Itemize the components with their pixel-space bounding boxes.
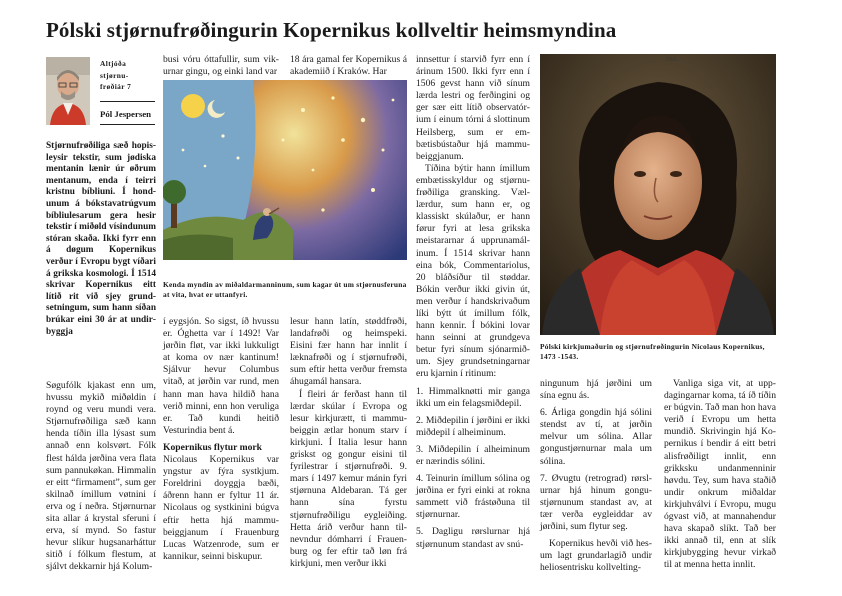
series-line-1: Altjóða — [100, 59, 127, 68]
column-3-top — [290, 54, 407, 79]
intro-text: Stjørnufrøðiliga sæð hopisleysir tekstir, sum jødiska mentanin lænir úr øðrum mentanum, enda í teirri kristnu bíbliuni. Í hondunum á bókstavatrúgvum bíbliulesarum gera hesir tekstir í miðøld vísindunum stóran skaða. Ikki fyrr enn á døgum Kopernikus verður í Evropu bygt víðari á grikska kosmologi. Í 1514 skrivar Kopernikus eitt lítið rit við sjey grundsetningum, sum hann síðan brúkar eini 30 ár at undirbyggja — [46, 141, 156, 337]
column-2-paragraph-2: Nicolaus Kopernikus var yngstur av fýra systkjum. Foreldrini doyggja bæði, áðrenn hann er fyltur 11 ár. Nicolaus og systkinini búgva eftir hetta hjá mammubeiggjanum í Frauenburg Lucas Watzenrode, sum er kannikur, seinni biskupur. — [163, 454, 279, 562]
list-item: 3. Miðdepilin í alheiminum er nærindis sólini. — [416, 443, 530, 467]
series-line-3: frøðiár 7 — [100, 82, 132, 92]
series-rule — [100, 101, 155, 102]
author-name: Pól Jespersen — [100, 109, 152, 119]
column-2 — [163, 316, 279, 563]
portrait-top-caption: ína. — [666, 54, 678, 63]
column-3-top-text: 18 ára gamal fer Kopernikus á akademiið í Kraków. Har — [290, 54, 407, 78]
headline: Pólski stjørnufrøðingurin Kopernikus kollveltir heimsmyndina — [46, 18, 617, 42]
series-line-2: stjørnu- — [100, 70, 129, 80]
copernicus-portrait — [540, 54, 776, 335]
list-item: 2. Miðdepilin í jørðini er ikki miðdepil í alheiminum. — [416, 414, 530, 438]
column-3 — [290, 316, 407, 570]
column-3-paragraph-2: Í fleiri ár ferðast hann til lærdar skúlar í Evropa og lesur kirkjurætt, ti mammubeiggin ætlar honum starv í kirkjuni. Í Italia lesur hann griskst og gongur eisini til fyrilestrar í stjørnufrøði. 9. mars í 1497 kemur mánin fyri stjørnuna Aldebaran. Tá ger hann sína fyrstu stjørnufrøðiligu eygleiðing. Hetta árið verður hann tilnevndur dómharri í Frauenburg og fer eftir tað løn frá kirkjuni, men verður ikki — [290, 388, 407, 569]
author-rule — [100, 124, 155, 125]
column-3-paragraph-1: lesur hann latín, støddfrøði, landafrøði og heimspeki. Eisini fær hann har innlit í læknafrøði og í stjørnufrøði, sum eftir hetta verður fremsta áhugamál hansara. — [290, 316, 407, 388]
series-label — [100, 58, 156, 93]
column-6-paragraph-1: Vanliga siga vit, at uppdagingarnar koma, tá íð tíðin er búgvin. Tað man hon hava verið í Evropu um hetta mundið. Skrivingin hjá Kopernikus í bendir á eitt betri alisfrøðiligt innlit, enn grikksku undanmenninir høvdu. Tey, sum hava staðið undir onkrum miðaldar kirkjuhválvi í Evropu, mugu ógvast við, at mannahendur hava skapað slíkt. Tað ber ikki annað til, enn at slík kirkjubygging hevur virkað til at menna hetta innlit. — [664, 378, 776, 571]
column-1-paragraph: Søgufólk kjakast enn um, hvussu mykið miðøldin í roynd og veru mundi vera. Stjørnufrøðiliga sæð kann henda tíðin illa lýsast sum annað enn kolsvørt. Fólk flest hálda jørðina vera flata sum pannukøkan. Himmalin er eitt “firmament”, sum ger skilnað ímillum vøtnini í erva og í neðra. Stjørnurnar sita allar á krystal sferuni í erva, sí mynd. So fastur hevur slíkur hugsanarháttur sitið í fólkum flestum, at sjálvt dekkarnir hjá Kolum- — [46, 380, 156, 573]
engraving-caption: Kenda myndin av miðaldarmanninum, sum kagar út um stjørnusferuna at vita, hvat er uttanfyri. — [163, 280, 407, 299]
column-4 — [416, 54, 530, 551]
list-item: 1. Himmalknøtti mir ganga ikki um ein felagsmiðdepil. — [416, 385, 530, 409]
portrait-caption: Pólski kirkjumaðurin og stjørnufrøðingurin Nicolaus Kopernikus, 1473 -1543. — [540, 342, 765, 361]
author-photo — [46, 57, 90, 125]
column-5-paragraph-2: Kopernikus hevði við hesum lagt grundarlagið undir heliosentrisku kollvelting- — [540, 538, 652, 574]
flammarion-engraving — [163, 80, 407, 260]
column-2-top-text: busi vóru óttafullir, sum vikurnar gingu, og einki land var — [163, 54, 279, 78]
list-item: 7. Øvugtu (retrograd) rørslurnar hjá hinum gongustjørnunum standast av, at tær verða eygleiddar av jørðini, sum flytur seg. — [540, 472, 652, 533]
list-item: 5. Dagligu rørslurnar hjá stjørnunum standast av snú- — [416, 526, 530, 550]
column-2-top — [163, 54, 279, 79]
column-1 — [46, 380, 156, 574]
column-2-subheading: Kopernikus flytur mork — [163, 441, 262, 453]
column-4-paragraph-1: innsettur í starvið fyrr enn í árinum 1500. Ikki fyrr enn í 1506 gevst hann við sínum lærda lestri og ferðingini og ger sær eitt lítið observatórium í einum tórni á slottinum Heilsberg, sum er embætisbústaður hjá mammubeiggjanum. — [416, 54, 530, 162]
column-6 — [664, 378, 776, 572]
list-item: 4. Teinurin ímillum sólina og jørðina er fyri einki at rokna sammett við frástøðuna til stjørnurnar. — [416, 473, 530, 521]
column-4-paragraph-2: Tíðina býtir hann ímillum embætisskyldur og stjørnufrøðiliga gransking. Vællærdur, sum hann er, og klassiskt skúlaður, er hann førur fyri at lesa grikska meistararnar á upprunamálinum. Í 1514 skrivar hann eina bók, Commentariolus, 20 bláðsíður til støddar. Bókin verður ikki givin út, men verður í handskrivaðum líki býtt út ímillum fólk, hann kennir. Í bókini lovar hann seinni at grundgeva betur fyri sínum sjónarmiðum. Sjey grundsetningarnar eru kjarnin í ritinum: — [416, 162, 530, 380]
column-2-paragraph-1: í eygsjón. So sigst, íð hvussu er. Óghetta var í 1492! Var jørðin fløt, var ikki lukkuligt at koma ov nær kantinum! Sjálvur hevur Columbus vitað, at jørðin var rund, men hann man hava hildið hana verið minni, enn hon veruliga er. Tað kundi heitið Vesturindia bent á. — [163, 316, 279, 436]
column-5-paragraph-1: ningunum hjá jørðini um sína egnu ás. — [540, 378, 652, 402]
column-5 — [540, 378, 652, 574]
list-item: 6. Árliga gongdin hjá sólini stendst av tí, at jørðin melvur um sólina. Allar gongustjørnurnar mala um sólina. — [540, 407, 652, 467]
